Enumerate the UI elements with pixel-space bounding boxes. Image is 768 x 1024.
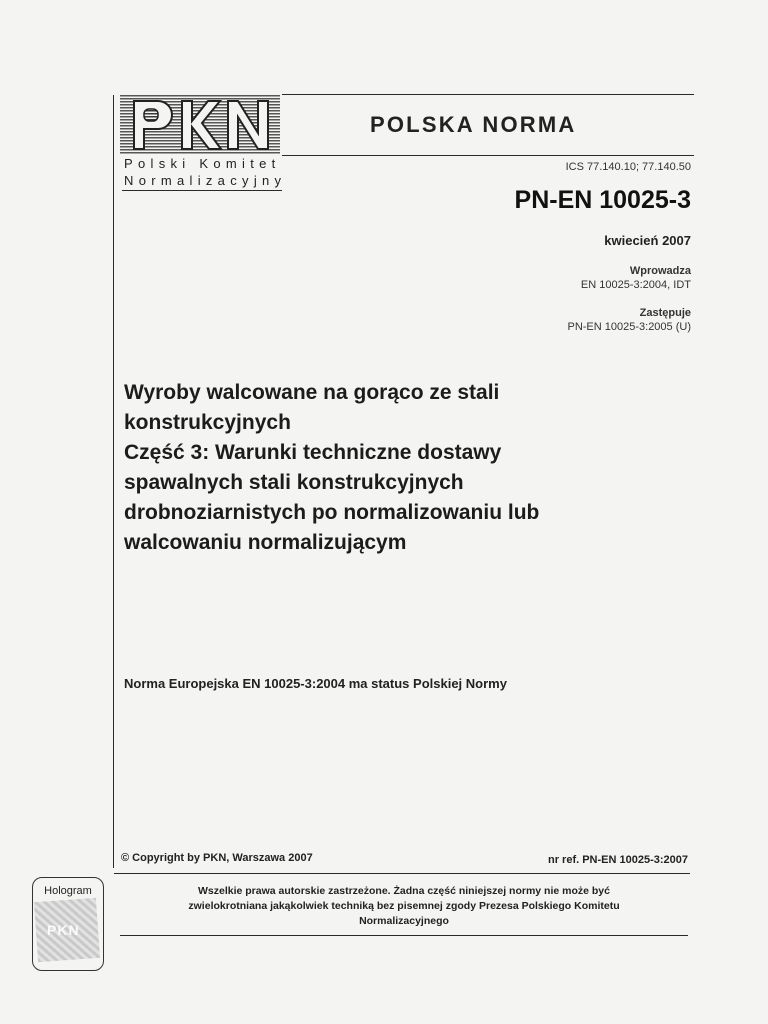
title-line: spawalnych stali konstrukcyjnych [124, 471, 464, 494]
header-top-rule [282, 94, 694, 95]
standard-number: PN-EN 10025-3 [514, 186, 691, 214]
org-name-line1: Polski Komitet [124, 156, 281, 171]
title-line: Wyroby walcowane na gorąco ze stali [124, 381, 500, 404]
reference-number: nr ref. PN-EN 10025-3:2007 [547, 854, 688, 866]
rights-line: Normalizacyjnego [359, 915, 449, 927]
standard-type: POLSKA NORMA [370, 112, 577, 137]
introduces-label: Wprowadza [629, 265, 691, 277]
replaces-label: Zastępuje [639, 307, 691, 319]
copyright-notice: © Copyright by PKN, Warszawa 2007 [121, 852, 313, 864]
copyright-rule [114, 873, 690, 874]
rights-line: zwielokrotniana jakąkolwiek techniką bez pisemnej zgody Prezesa Polskiego Komitetu [188, 900, 620, 912]
document-title [124, 378, 664, 558]
title-line: walcowaniu normalizującym [124, 531, 407, 554]
rights-notice [120, 884, 688, 929]
org-name-line2: Normalizacyjny [124, 173, 287, 188]
introduces-value: EN 10025-3:2004, IDT [580, 279, 691, 291]
pkn-logo [120, 95, 280, 155]
ics-code: ICS 77.140.10; 77.140.50 [565, 161, 691, 173]
title-line: konstrukcyjnych [124, 411, 291, 434]
replaces-value: PN-EN 10025-3:2005 (U) [567, 321, 691, 333]
left-margin-rule [113, 95, 114, 868]
title-line: drobnoziarnistych po normalizowaniu lub [124, 501, 540, 524]
org-underline [122, 190, 282, 191]
header-bottom-rule [282, 155, 694, 156]
title-line: Część 3: Warunki techniczne dostawy [124, 441, 502, 464]
hologram-label: Hologram [44, 885, 92, 897]
publication-date: kwiecień 2007 [604, 233, 691, 248]
footer-bottom-rule [120, 935, 688, 936]
status-statement: Norma Europejska EN 10025-3:2004 ma status Polskiej Normy [124, 676, 507, 691]
hologram-logo: PKN [47, 922, 80, 938]
rights-line: Wszelkie prawa autorskie zastrzeżone. Żadna część niniejszej normy nie może być [198, 885, 610, 897]
hologram-box [32, 877, 104, 971]
